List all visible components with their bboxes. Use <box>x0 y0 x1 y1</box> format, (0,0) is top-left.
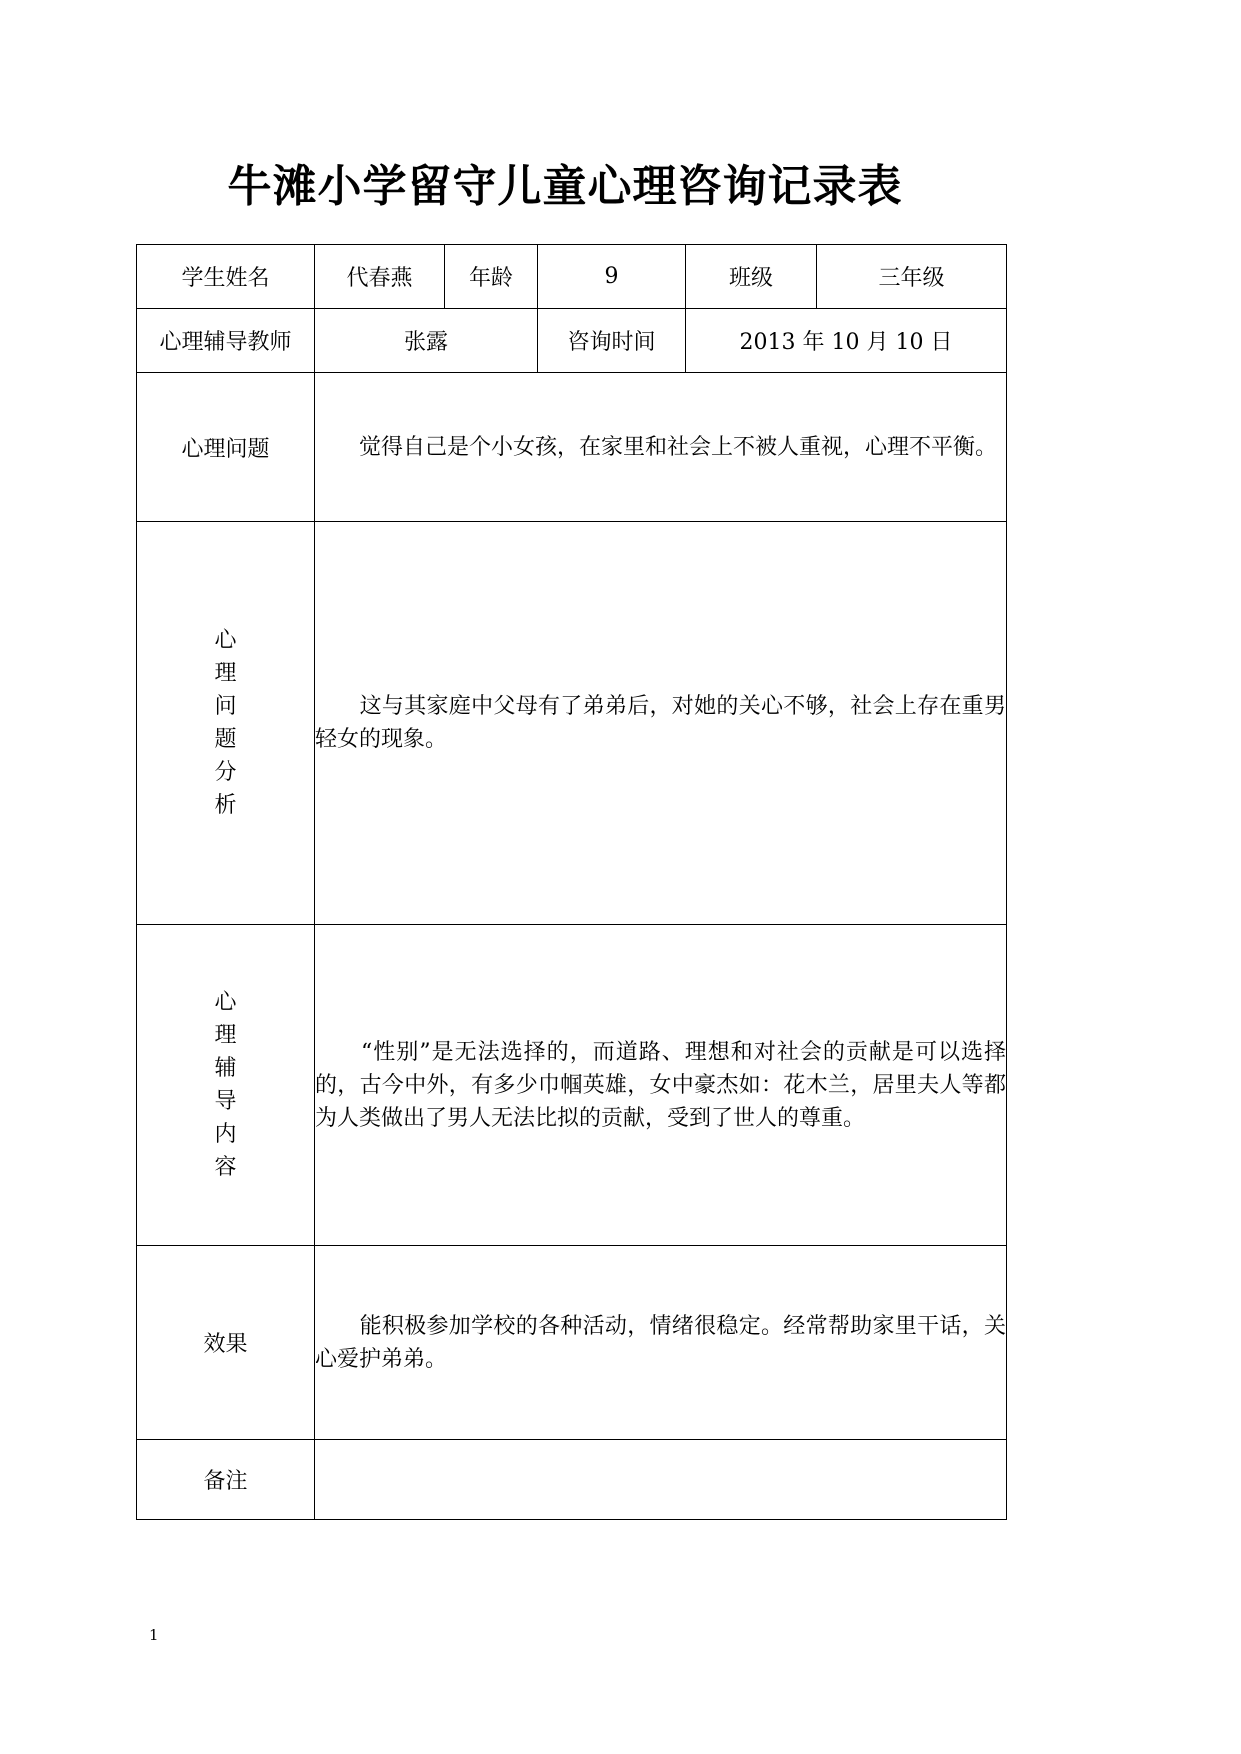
row-teacher-info <box>137 309 1007 373</box>
label-guidance-cell <box>137 925 315 1246</box>
value-student-name: 代春燕 <box>315 245 445 309</box>
label-remarks: 备注 <box>137 1440 315 1520</box>
value-analysis: 这与其家庭中父母有了弟弟后，对她的关心不够，社会上存在重男轻女的现象。 <box>315 522 1007 925</box>
value-problem: 觉得自己是个小女孩，在家里和社会上不被人重视，心理不平衡。 <box>315 373 1007 522</box>
label-student-name: 学生姓名 <box>137 245 315 309</box>
label-problem: 心理问题 <box>137 373 315 522</box>
row-student-info <box>137 245 1007 309</box>
label-analysis-cell <box>137 522 315 925</box>
value-age: 9 <box>538 245 686 309</box>
value-effect: 能积极参加学校的各种活动，情绪很稳定。经常帮助家里干话，关心爱护弟弟。 <box>315 1246 1007 1440</box>
value-guidance: “性别”是无法选择的，而道路、理想和对社会的贡献是可以选择的，古今中外，有多少巾帼英雄，女中豪杰如：花木兰，居里夫人等都为人类做出了男人无法比拟的贡献，受到了世人的尊重。 <box>315 925 1007 1246</box>
label-guidance: 心理辅导内容 <box>214 990 237 1180</box>
label-consult-time: 咨询时间 <box>538 309 686 373</box>
form-title: 牛滩小学留守儿童心理咨询记录表 <box>227 161 903 212</box>
value-teacher: 张露 <box>315 309 538 373</box>
label-analysis: 心理问题分析 <box>214 628 237 818</box>
label-effect: 效果 <box>137 1246 315 1440</box>
row-analysis <box>137 522 1007 925</box>
row-problem <box>137 373 1007 522</box>
value-class: 三年级 <box>817 245 1007 309</box>
value-consult-time: 2013 年 10 月 10 日 <box>686 309 1007 373</box>
value-remarks <box>315 1440 1007 1520</box>
row-remarks <box>137 1440 1007 1520</box>
row-guidance <box>137 925 1007 1246</box>
record-table <box>136 244 1007 1520</box>
label-age: 年龄 <box>445 245 538 309</box>
label-teacher: 心理辅导教师 <box>137 309 315 373</box>
page-number: 1 <box>149 1626 159 1644</box>
label-class: 班级 <box>686 245 817 309</box>
row-effect <box>137 1246 1007 1440</box>
